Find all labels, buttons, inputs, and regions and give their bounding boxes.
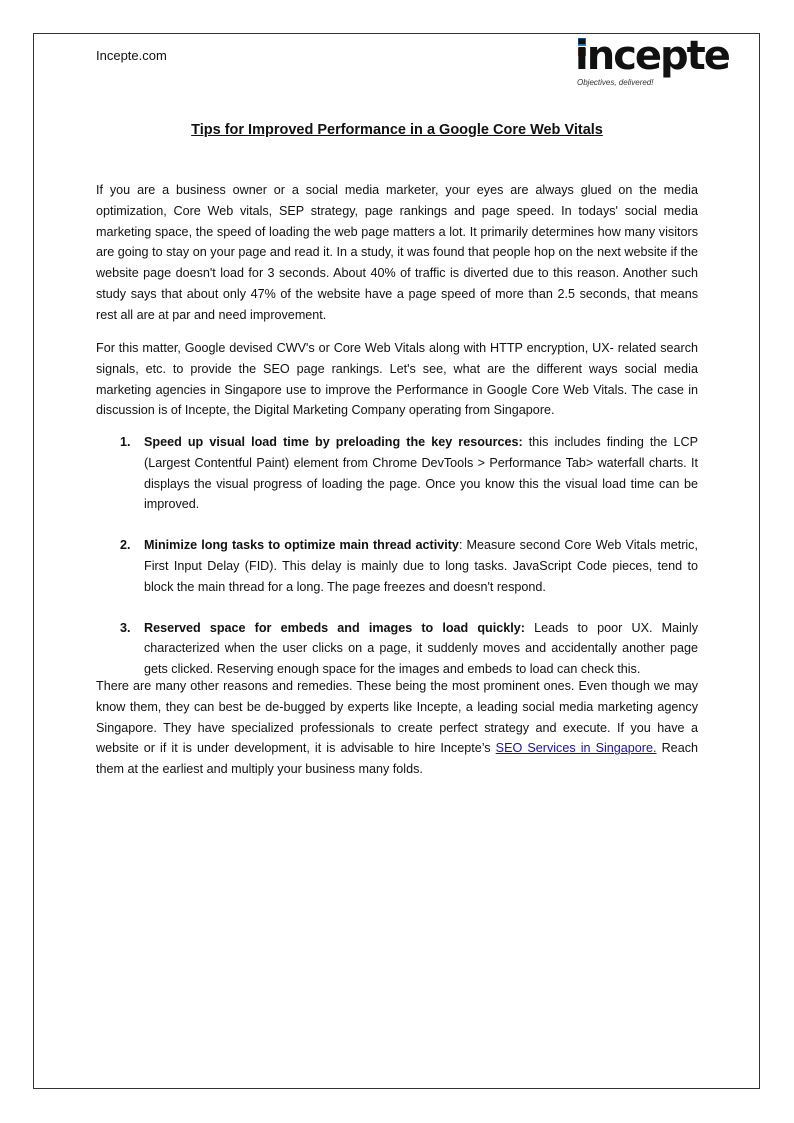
closing-text-end: Reach them at the earliest and multiply your business many folds. (96, 741, 698, 777)
cwv-paragraph: For this matter, Google devised CWV's or Core Web Vitals along with HTTP encryption, UX- related search signals, etc. to provide the SEO page rankings. Let's see, what are the different ways social media marketing agencies in Singapore use to improve the Performance in Google Core Web Vitals. The case in discussion is of Incepte, the Digital Marketing Company operating from Singapore. (96, 341, 698, 418)
tip-number: 2. (120, 538, 131, 553)
intro-paragraph: If you are a business owner or a social media marketer, your eyes are always glued on the media optimization, Core Web vitals, SEP strategy, page rankings and page speed. In todays' social media marketing space, the speed of loading the web page matters a lot. It primarily determines how many visitors are going to stay on your page and read it. In a study, it was found that people hop on the next website if the website page doesn't load for 3 seconds. About 40% of traffic is diverted due to this reason. Another such study says that about only 47% of the website have a page speed of more than 2.5 seconds, that means rest all are at par and need improvement. (96, 183, 698, 322)
tip-item (96, 618, 698, 680)
closing-text: There are many other reasons and remedies. These being the most prominent ones. Even though we may know them, they can best be de-bugged by experts like Incepte, a leading social media marketing agency Singapore. They have specialized professionals to create perfect strategy and execute. If you have a website or if it is under development, it is advisable to hire Incepte’s (96, 679, 698, 756)
tip-heading: Minimize long tasks to optimize main thread activity (144, 538, 459, 553)
document-title: Tips for Improved Performance in a Google Core Web Vitals (191, 122, 603, 138)
tip-item (96, 432, 698, 515)
tip-number: 1. (120, 435, 131, 449)
tip-heading: Reserved space for embeds and images to load quickly: (144, 620, 525, 635)
logo-wordmark: incepte (575, 33, 729, 79)
incepte-logo (575, 33, 729, 96)
tip-number: 3. (120, 620, 131, 635)
tip-body: : Measure second Core Web Vitals metric, First Input Delay (FID). This delay is mainly due to long tasks. JavaScript Code pieces, tend to block the main thread for a long. The page freezes and doesn't respond. (144, 538, 698, 594)
tip-body: this includes finding the LCP (Largest Contentful Paint) element from Chrome DevTools > Performance Tab> waterfall charts. It displays the visual progress of loading the page. Once you know this the visual load time can be improved. (144, 435, 698, 512)
logo-tagline: Objectives, delivered! (577, 78, 654, 87)
seo-services-link[interactable]: SEO Services in Singapore. (495, 741, 657, 756)
closing-paragraph (96, 676, 698, 780)
tips-list (96, 432, 698, 680)
tip-heading: Speed up visual load time by preloading the key resources: (144, 435, 523, 449)
tip-body: Leads to poor UX. Mainly characterized when the user clicks on a page, it suddenly moves and accidentally another page gets clicked. Reserving enough space for the images and embeds to load can check this. (144, 620, 699, 677)
site-name: Incepte.com (96, 48, 167, 63)
tip-item (96, 535, 698, 597)
